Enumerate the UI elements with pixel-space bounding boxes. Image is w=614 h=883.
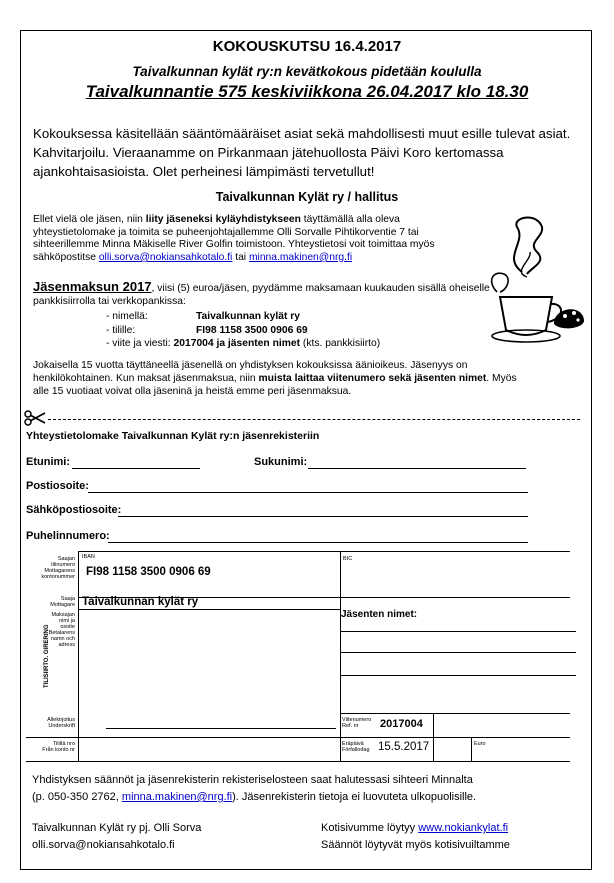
- website-link[interactable]: www.nokiankylat.fi: [418, 822, 509, 834]
- footer-contact: Taivalkunnan Kylät ry pj. Olli Sorva olli.sorva@nokiansahkotalo.fi: [32, 822, 202, 851]
- intro-text: Kokouksessa käsitellään sääntömääräiset asiat sekä mahdollisesti muut esille tulevat asiat. Kahvitarjoilu. Vieraanamme on Pirkanmaan jätehuollosta Päivi Koro kertomassa ajankohtaisasioista. Olet perheinesi lämpimästi tervetullut!: [33, 126, 571, 179]
- giro-side-label: TILISIIRTO. GIRERING: [44, 624, 50, 688]
- reference-value: 2017004: [380, 718, 423, 730]
- footer-website: Kotisivumme löytyy www.nokiankylat.fi Säännöt löytyvät myös kotisivuiltamme: [321, 822, 510, 851]
- payee-label: Saaja Mottagare: [50, 596, 75, 608]
- reference-label: Viitenumero Ref. nr: [342, 717, 372, 729]
- last-name-field[interactable]: [308, 468, 526, 469]
- member-name-line-1[interactable]: [341, 631, 576, 632]
- payee-value: Taivalkunnan kylät ry: [82, 596, 199, 608]
- first-name-field[interactable]: [72, 468, 200, 469]
- join-paragraph: Ellet vielä ole jäsen, niin liity jäseneksi kyläyhdistykseen täyttämällä alla oleva yhteystietolomake ja toimita se puheenjohtajallemme Olli Sorvalle Pihtikorventie 7 tai sihteerillemme Minna Mäkiselle River Golfin toimistoon. Yhteystietosi voit toimittaa myös sähköpostitse olli.sorva@nokiansahkotalo.fi tai minna.makinen@nrg.fi: [33, 214, 435, 263]
- member-name-line-2[interactable]: [341, 652, 576, 653]
- phone-label: Puhelinnumero:: [26, 530, 110, 542]
- email-label: Sähköpostiosoite:: [26, 504, 122, 516]
- fee-row-reference: - viite ja viesti: 2017004 ja jäsenten nimet (kts. pankkisiirto): [106, 338, 381, 350]
- due-date-label: Eräpäivä Förfallodag: [342, 741, 370, 753]
- fee-paragraph: Jäsenmaksun 2017, viisi (5) euroa/jäsen, pyydämme maksamaan kuukauden sisällä oheiselle pankkisiirrolla tai verkkopankissa:: [33, 279, 490, 307]
- meeting-location-time: Taivalkunnantie 575 keskiviikkona 26.04.2017 klo 18.30: [85, 82, 529, 101]
- form-title: Yhteystietolomake Taivalkunnan Kylät ry:n jäsenrekisteriin: [26, 430, 320, 442]
- voting-rights-paragraph: Jokaisella 15 vuotta täyttäneellä jäsenellä on yhdistyksen kokouksissa äänioikeus. Jäsenyys on henkilökohtainen. Kun maksat jäsenmaksua, niin muista laittaa viitenumero sekä jäsenten nimet. Myös alle 15 vuotiaat voivat olla jäseninä ja heistä emme peri jäsenmaksua.: [33, 360, 517, 397]
- fee-details: [106, 310, 380, 351]
- payee-account-label: Saajan tilinumero Mottagarens kontonummer: [41, 556, 75, 580]
- from-account-label: Tililtä nro Från konto nr: [42, 741, 75, 753]
- first-name-label: Etunimi:: [26, 456, 70, 468]
- footer-email-link[interactable]: minna.makinen@nrg.fi: [121, 791, 233, 803]
- due-date-value: 15.5.2017: [378, 741, 430, 753]
- signature-label: Allekirjoitus Underskrift: [47, 717, 75, 729]
- last-name-label: Sukunimi:: [254, 456, 308, 468]
- euro-label: Euro: [474, 741, 486, 747]
- email-field[interactable]: [118, 516, 528, 517]
- board-signature: Taivalkunnan Kylät ry / hallitus: [215, 190, 399, 204]
- member-name-line-3[interactable]: [341, 675, 576, 676]
- fee-row-name: - nimellä: Taivalkunnan kylät ry: [106, 311, 300, 322]
- footer-info: Yhdistyksen säännöt ja jäsenrekisterin rekisteriselosteen saat halutessasi sihteeri Minnalta (p. 050-350 2762, minna.makinen@nrg.fi). Jäsenrekisterin tietoja ei luovuteta ulkopuolisille.: [32, 774, 477, 803]
- document-title: KOKOUSKUTSU 16.4.2017: [212, 38, 402, 55]
- payer-label: Maksajan nimi ja osoite Betalarens namn och adress: [48, 612, 75, 648]
- cut-line: [48, 419, 580, 420]
- postal-address-field[interactable]: [88, 492, 528, 493]
- email-link-minna[interactable]: minna.makinen@nrg.fi: [248, 251, 353, 263]
- bic-label: BIC: [343, 556, 353, 562]
- iban-label: IBAN: [82, 554, 95, 560]
- email-link-olli[interactable]: olli.sorva@nokiansahkotalo.fi: [98, 251, 233, 263]
- fee-row-account: - tilille: FI98 1158 3500 0906 69: [106, 324, 308, 336]
- iban-value: FI98 1158 3500 0906 69: [86, 566, 211, 578]
- phone-field[interactable]: [108, 542, 528, 543]
- postal-address-label: Postiosoite:: [26, 480, 89, 492]
- member-names-label: Jäsenten nimet:: [341, 609, 418, 620]
- scissors-icon: [24, 410, 46, 426]
- meeting-subtitle: Taivalkunnan kylät ry:n kevätkokous pidetään koululla: [132, 64, 482, 79]
- bank-transfer-form: [26, 551, 586, 761]
